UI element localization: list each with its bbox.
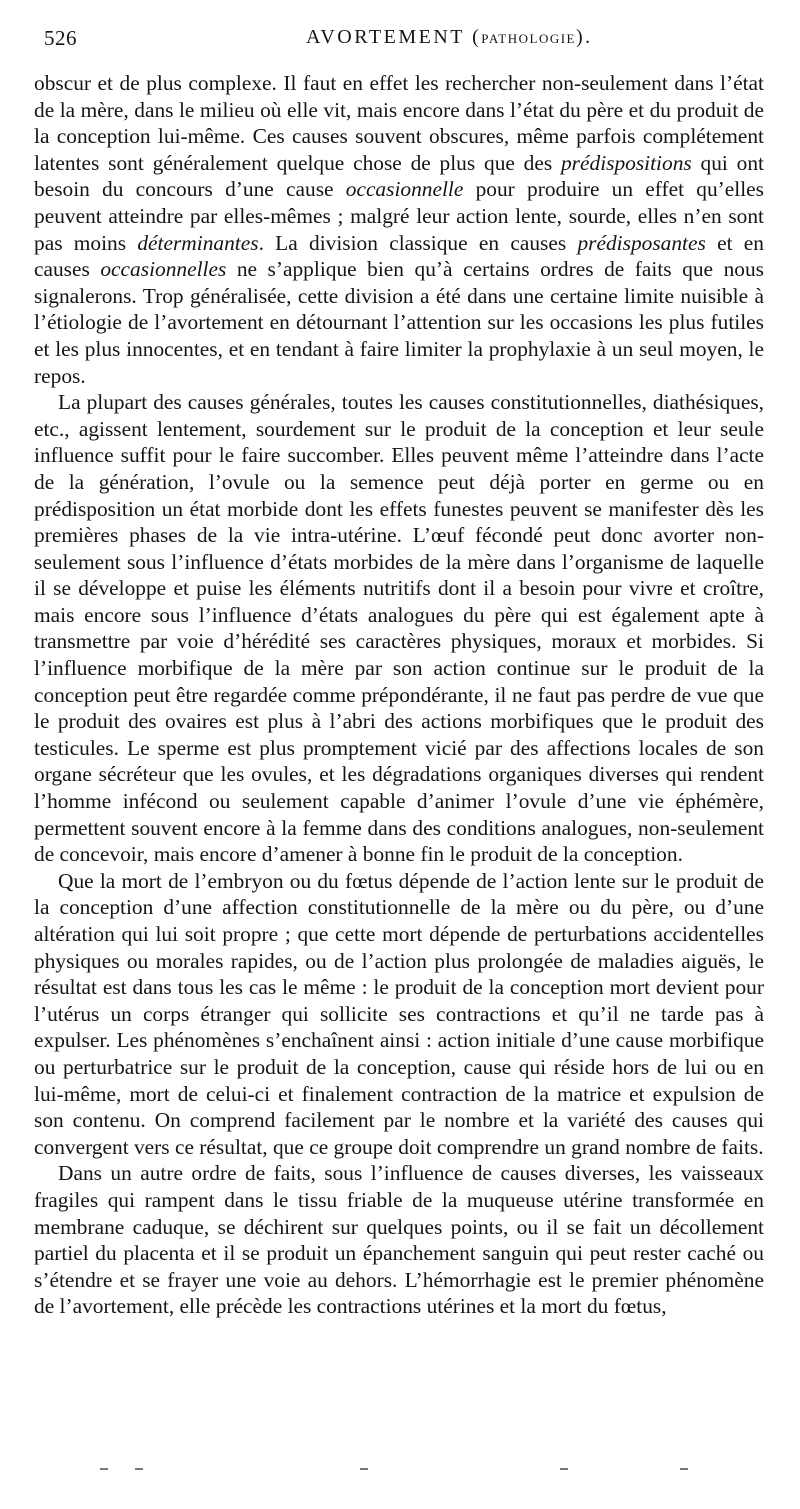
header-title-subject: PATHOLOGIE (481, 31, 576, 46)
print-mark (360, 1468, 368, 1470)
italic-term: occasionnelles (100, 257, 227, 282)
text-run: qui ont besoin du concours d’une cause (34, 150, 764, 202)
print-mark (100, 1468, 108, 1470)
paragraph (34, 389, 764, 868)
print-mark (560, 1468, 568, 1470)
header-title (306, 26, 593, 49)
page-number: 526 (44, 26, 77, 50)
italic-term: prédisposantes (577, 230, 706, 255)
running-head (44, 26, 760, 54)
paragraph (34, 868, 764, 1161)
italic-term: occasionnelle (345, 177, 464, 202)
header-title-close: ). (576, 26, 593, 48)
text-run: La plupart des causes générales, toutes les causes constitutionnelles, diathésiques, etc., agissent lentement, sourdement sur le produit de la conception et leur seule influence suffit pour le faire succomber. Elles peuvent même l’atteindre dans l’acte de la génération, l’ovule ou la semence peut déjà porter en germe ou en prédisposition un état morbide dont les effets funestes peuvent se manifester dès les premières phases de la vie intra-utérine. L’œuf fécondé peut donc avorter non-seulement sous l’influence d’états morbides de la mère dans l’organisme de laquelle il se développe et puise les éléments nutritifs dont il a besoin pour vivre et croître, mais encore sous l’influence d’états analogues du père qui est également apte à transmettre par voie d’hérédité ses caractères physiques, moraux et morbides. Si l’influence morbifique de la mère par son action continue sur le produit de la conception peut être regardée comme prépondérante, il ne faut pas perdre de vue que le produit des ovaires est plus à l’abri des actions morbifiques que le produit des testicules. Le sperme est plus promptement vicié par des affections locales de son organe sécréteur que les ovules, et les dégradations organiques diverses qui rendent l’homme infécond ou seulement capable d’animer l’ovule d’une vie éphémère, permettent souvent encore à la femme dans des conditions analogues, non-seulement de concevoir, mais encore d’amener à bonne fin le produit de la conception. (34, 390, 764, 867)
italic-term: prédispositions (560, 150, 692, 175)
print-mark (680, 1468, 688, 1470)
print-mark (135, 1468, 143, 1470)
paragraph (34, 70, 764, 389)
body-text (34, 70, 764, 1320)
italic-term: déterminantes (137, 230, 259, 255)
text-run: Dans un autre ordre de faits, sous l’influence de causes diverses, les vaisseaux fragiles qui rampent dans le tissu friable de la muqueuse utérine transformée en membrane caduque, se déchirent sur quelques points, ou il se fait un décollement partiel du placenta et il se produit un épanchement sanguin qui peut rester caché ou s’étendre et se frayer une voie au dehors. L’hémorrhagie est le premier phénomène de l’avortement, elle précède les contractions utérines et la mort du fœtus, (34, 1161, 764, 1319)
text-run: . La division classique en causes (258, 230, 578, 255)
text-run: obscur et de plus complexe. Il faut en effet les rechercher non-seulement dans l’état de la mère, dans le milieu où elle vit, mais encore dans l’état du père et du produit de la conception lui-même. Ces causes souvent obscures, même parfois complétement latentes sont généralement quelque chose de plus que des (34, 71, 764, 175)
header-title-main: AVORTEMENT ( (306, 26, 482, 48)
text-run: pour produire un effet qu’elles peuvent atteindre par elles-mêmes ; malgré leur action lente, sourde, elles n’en sont pas moins (34, 177, 765, 255)
text-run: ne s’applique bien qu’à certains ordres de faits que nous signalerons. Trop généralisée, cette division a été dans une certaine limite nuisible à l’étiologie de l’avortement en détournant l’attention sur les occasions les plus futiles et les plus innocentes, et en tendant à faire limiter la prophylaxie à un seul moyen, le repos. (34, 257, 764, 388)
bottom-print-marks (40, 1468, 760, 1476)
text-run: et en causes (34, 230, 764, 282)
paragraph (34, 1160, 764, 1320)
text-run: Que la mort de l’embryon ou du fœtus dépende de l’action lente sur le produit de la conception d’une affection constitutionnelle de la mère ou du père, ou d’une altération qui lui soit propre ; que cette mort dépende de perturbations accidentelles physiques ou morales rapides, ou de l’action plus prolongée de maladies aiguës, le résultat est dans tous les cas le même : le produit de la conception mort devient pour l’utérus un corps étranger qui sollicite ses contractions et qu’il ne tarde pas à expulser. Les phénomènes s’enchaînent ainsi : action initiale d’une cause morbifique ou perturbatrice sur le produit de la conception, cause qui réside hors de lui ou en lui-même, mort de celui-ci et finalement contraction de la matrice et expulsion de son contenu. On comprend facilement par le nombre et la variété des causes qui convergent vers ce résultat, que ce groupe doit comprendre un grand nombre de faits. (34, 868, 764, 1159)
